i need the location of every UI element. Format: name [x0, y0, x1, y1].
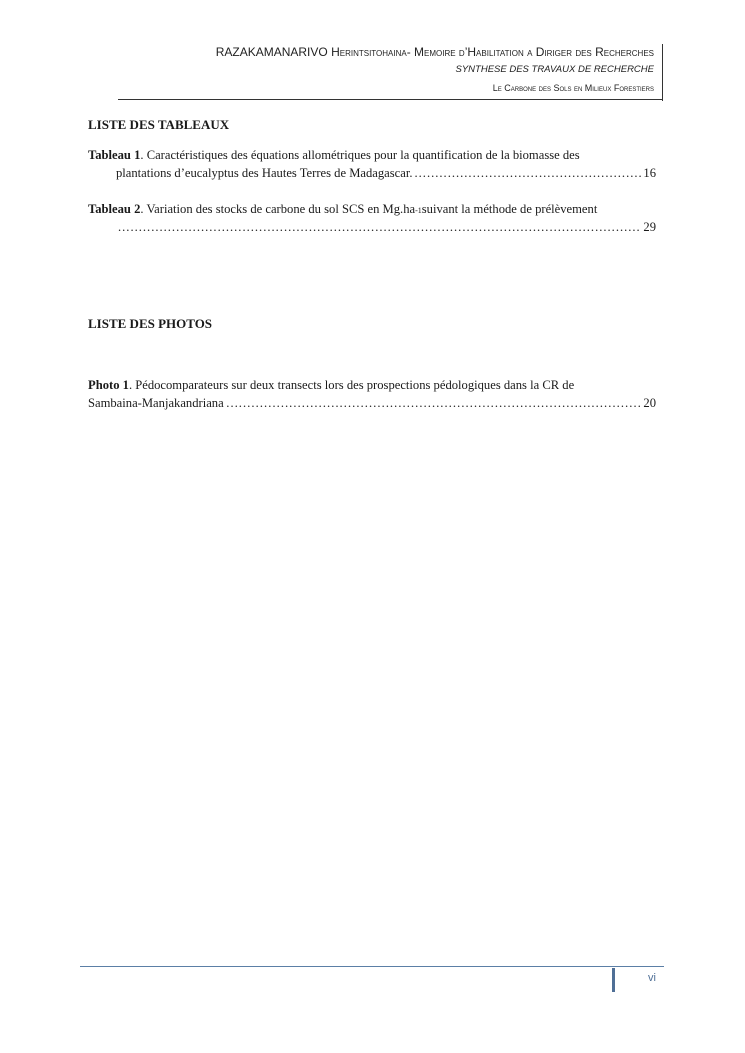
- photo-entry-1-text2: Sambaina-Manjakandriana: [88, 396, 224, 410]
- header-synthesis-line: SYNTHESE DES TRAVAUX DE RECHERCHE: [455, 64, 654, 75]
- table-entry-2-text-b: suivant la méthode de prélèvement: [421, 202, 598, 216]
- tables-section-title: LISTE DES TABLEAUX: [88, 117, 230, 132]
- table-entry-2-label: Tableau 2: [88, 202, 141, 216]
- table-entry-2-line1: Tableau 2 . Variation des stocks de carbone du sol SCS en Mg.ha -1 suivant la méthode de prélèvement: [88, 202, 598, 216]
- photo-entry-1[interactable]: [88, 376, 656, 412]
- table-entry-2-page: 29: [643, 220, 656, 234]
- photo-entry-1-text1: . Pédocomparateurs sur deux transects lors des prospections pédologiques dans la CR de: [128, 378, 575, 392]
- photo-entry-1-leader: [226, 394, 642, 412]
- table-entry-2-line2: [88, 218, 656, 236]
- table-entry-2-leader: [118, 218, 641, 236]
- header-horizontal-rule: [118, 99, 663, 100]
- photo-entry-1-line2: [88, 394, 656, 412]
- header-memoire-title: Herintsitohaina- Memoire d’Habilitation a Diriger des Recherches: [331, 45, 654, 59]
- header-vertical-rule: [662, 44, 663, 101]
- table-entry-1-page: 16: [643, 166, 656, 180]
- photo-entry-1-line1: [88, 376, 656, 394]
- table-entry-1-label: Tableau 1: [88, 148, 141, 162]
- table-entry-1-line2: [88, 164, 656, 182]
- photo-entry-1-page: 20: [643, 396, 656, 410]
- page-header: [118, 40, 658, 100]
- header-topic-line: Le Carbone des Sols en Milieux Forestiers: [492, 83, 654, 93]
- footer-page-number: vi: [648, 972, 656, 984]
- footer-accent-bar: [612, 968, 615, 992]
- table-entry-1-text2: plantations d’eucalyptus des Hautes Terres de Madagascar.: [116, 166, 413, 180]
- photos-section-title: LISTE DES PHOTOS: [88, 316, 213, 331]
- table-entry-1-line1: [88, 146, 656, 164]
- header-author-line: [216, 45, 654, 59]
- table-entry-1-leader: [415, 164, 642, 182]
- table-entry-2-text-a: . Variation des stocks de carbone du sol SCS en Mg.ha: [140, 202, 416, 216]
- table-entry-2[interactable]: [88, 200, 656, 236]
- table-entry-1-text1: . Caractéristiques des équations allométriques pour la quantification de la biomasse des: [140, 148, 580, 162]
- photo-entry-1-label: Photo 1: [88, 378, 129, 392]
- footer-rule: [80, 966, 664, 967]
- table-entry-1[interactable]: [88, 146, 656, 182]
- header-author-name: RAZAKAMANARIVO: [215, 45, 328, 59]
